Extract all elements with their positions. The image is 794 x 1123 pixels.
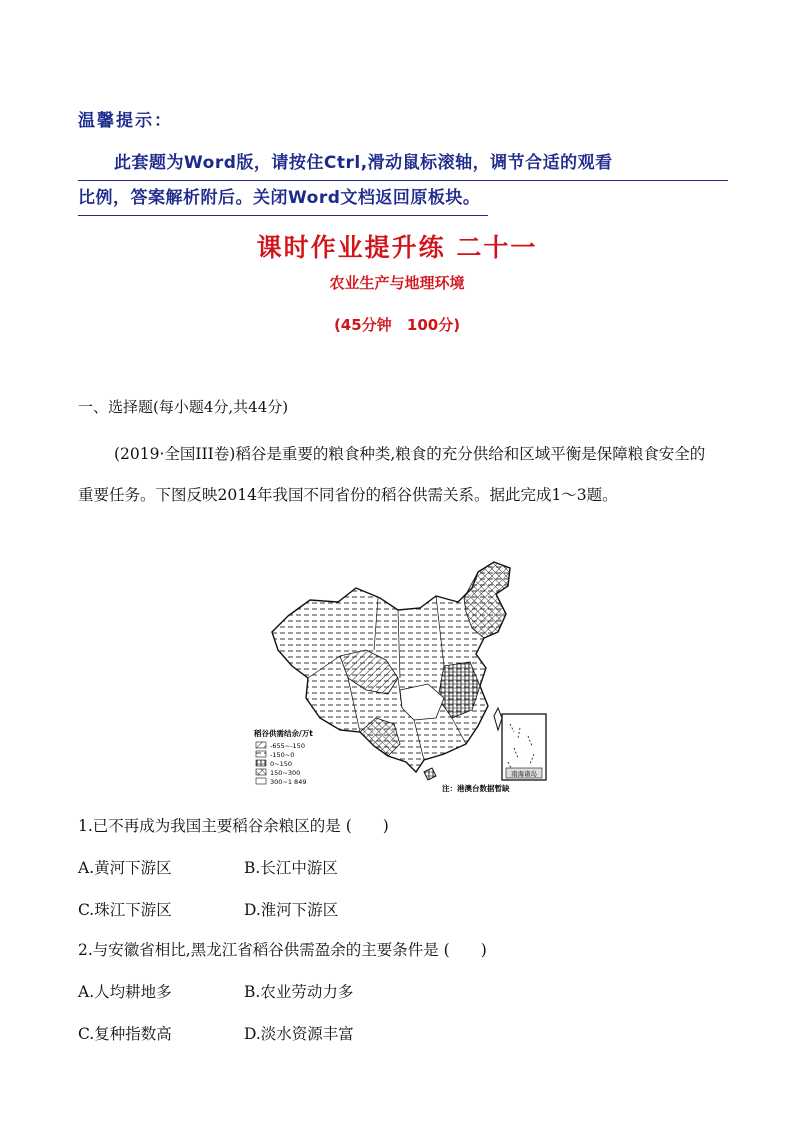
map-hainan	[424, 768, 436, 780]
map-note: 注：港澳台数据暂缺	[442, 784, 510, 793]
legend-item-1	[256, 742, 305, 750]
page-subtitle: 农业生产与地理环境	[329, 274, 465, 292]
legend-label-3: 0~150	[270, 760, 292, 768]
legend-title: 稻谷供需结余/万t	[254, 729, 313, 738]
tip-line-1: 此套题为Word版，请按住Ctrl,滑动鼠标滚轴，调节合适的观看	[78, 146, 728, 181]
q2-option-c: C.复种指数高	[78, 1025, 172, 1043]
legend-item-2	[256, 751, 294, 759]
q2-option-b: B.农业劳动力多	[244, 983, 354, 1001]
question-2: 2.与安徽省相比,黑龙江省稻谷供需盈余的主要条件是 ( )	[78, 941, 487, 959]
tip-line-2: 比例，答案解析附后。关闭Word文档返回原板块。	[78, 181, 488, 216]
q1-option-c: C.珠江下游区	[78, 901, 172, 919]
inset-label: 南海诸岛	[511, 770, 537, 778]
legend-label-4: 150~300	[270, 769, 301, 777]
q1-option-d: D.淮河下游区	[244, 901, 339, 919]
legend-item-4	[256, 769, 300, 777]
page-title: 课时作业提升练 二十一	[256, 233, 538, 262]
question-1: 1.已不再成为我国主要稻谷余粮区的是 ( )	[78, 817, 389, 835]
legend-item-3	[256, 760, 292, 768]
time-score: (45分钟 100分)	[333, 316, 461, 334]
intro-paragraph: (2019·全国III卷)稻谷是重要的粮食种类,粮食的充分供给和区域平衡是保障粮食安全的重要任务。下图反映2014年我国不同省份的稻谷供需关系。据此完成1～3题。	[78, 445, 706, 504]
q2-option-a: A.人均耕地多	[78, 983, 172, 1001]
china-rice-map	[248, 558, 550, 798]
legend-label-2: -150~0	[270, 751, 295, 759]
legend-label-1: -655~-150	[270, 742, 305, 750]
tip-body	[78, 146, 728, 216]
q1-option-b: B.长江中游区	[244, 859, 338, 877]
tip-heading: 温馨提示：	[78, 111, 173, 131]
section-heading: 一、选择题(每小题4分,共44分)	[78, 398, 289, 416]
q2-option-d: D.淡水资源丰富	[244, 1025, 354, 1043]
legend-label-5: 300~1 849	[270, 778, 307, 786]
map-taiwan	[494, 708, 502, 730]
legend-item-5	[256, 778, 306, 786]
q1-option-a: A.黄河下游区	[78, 859, 172, 877]
